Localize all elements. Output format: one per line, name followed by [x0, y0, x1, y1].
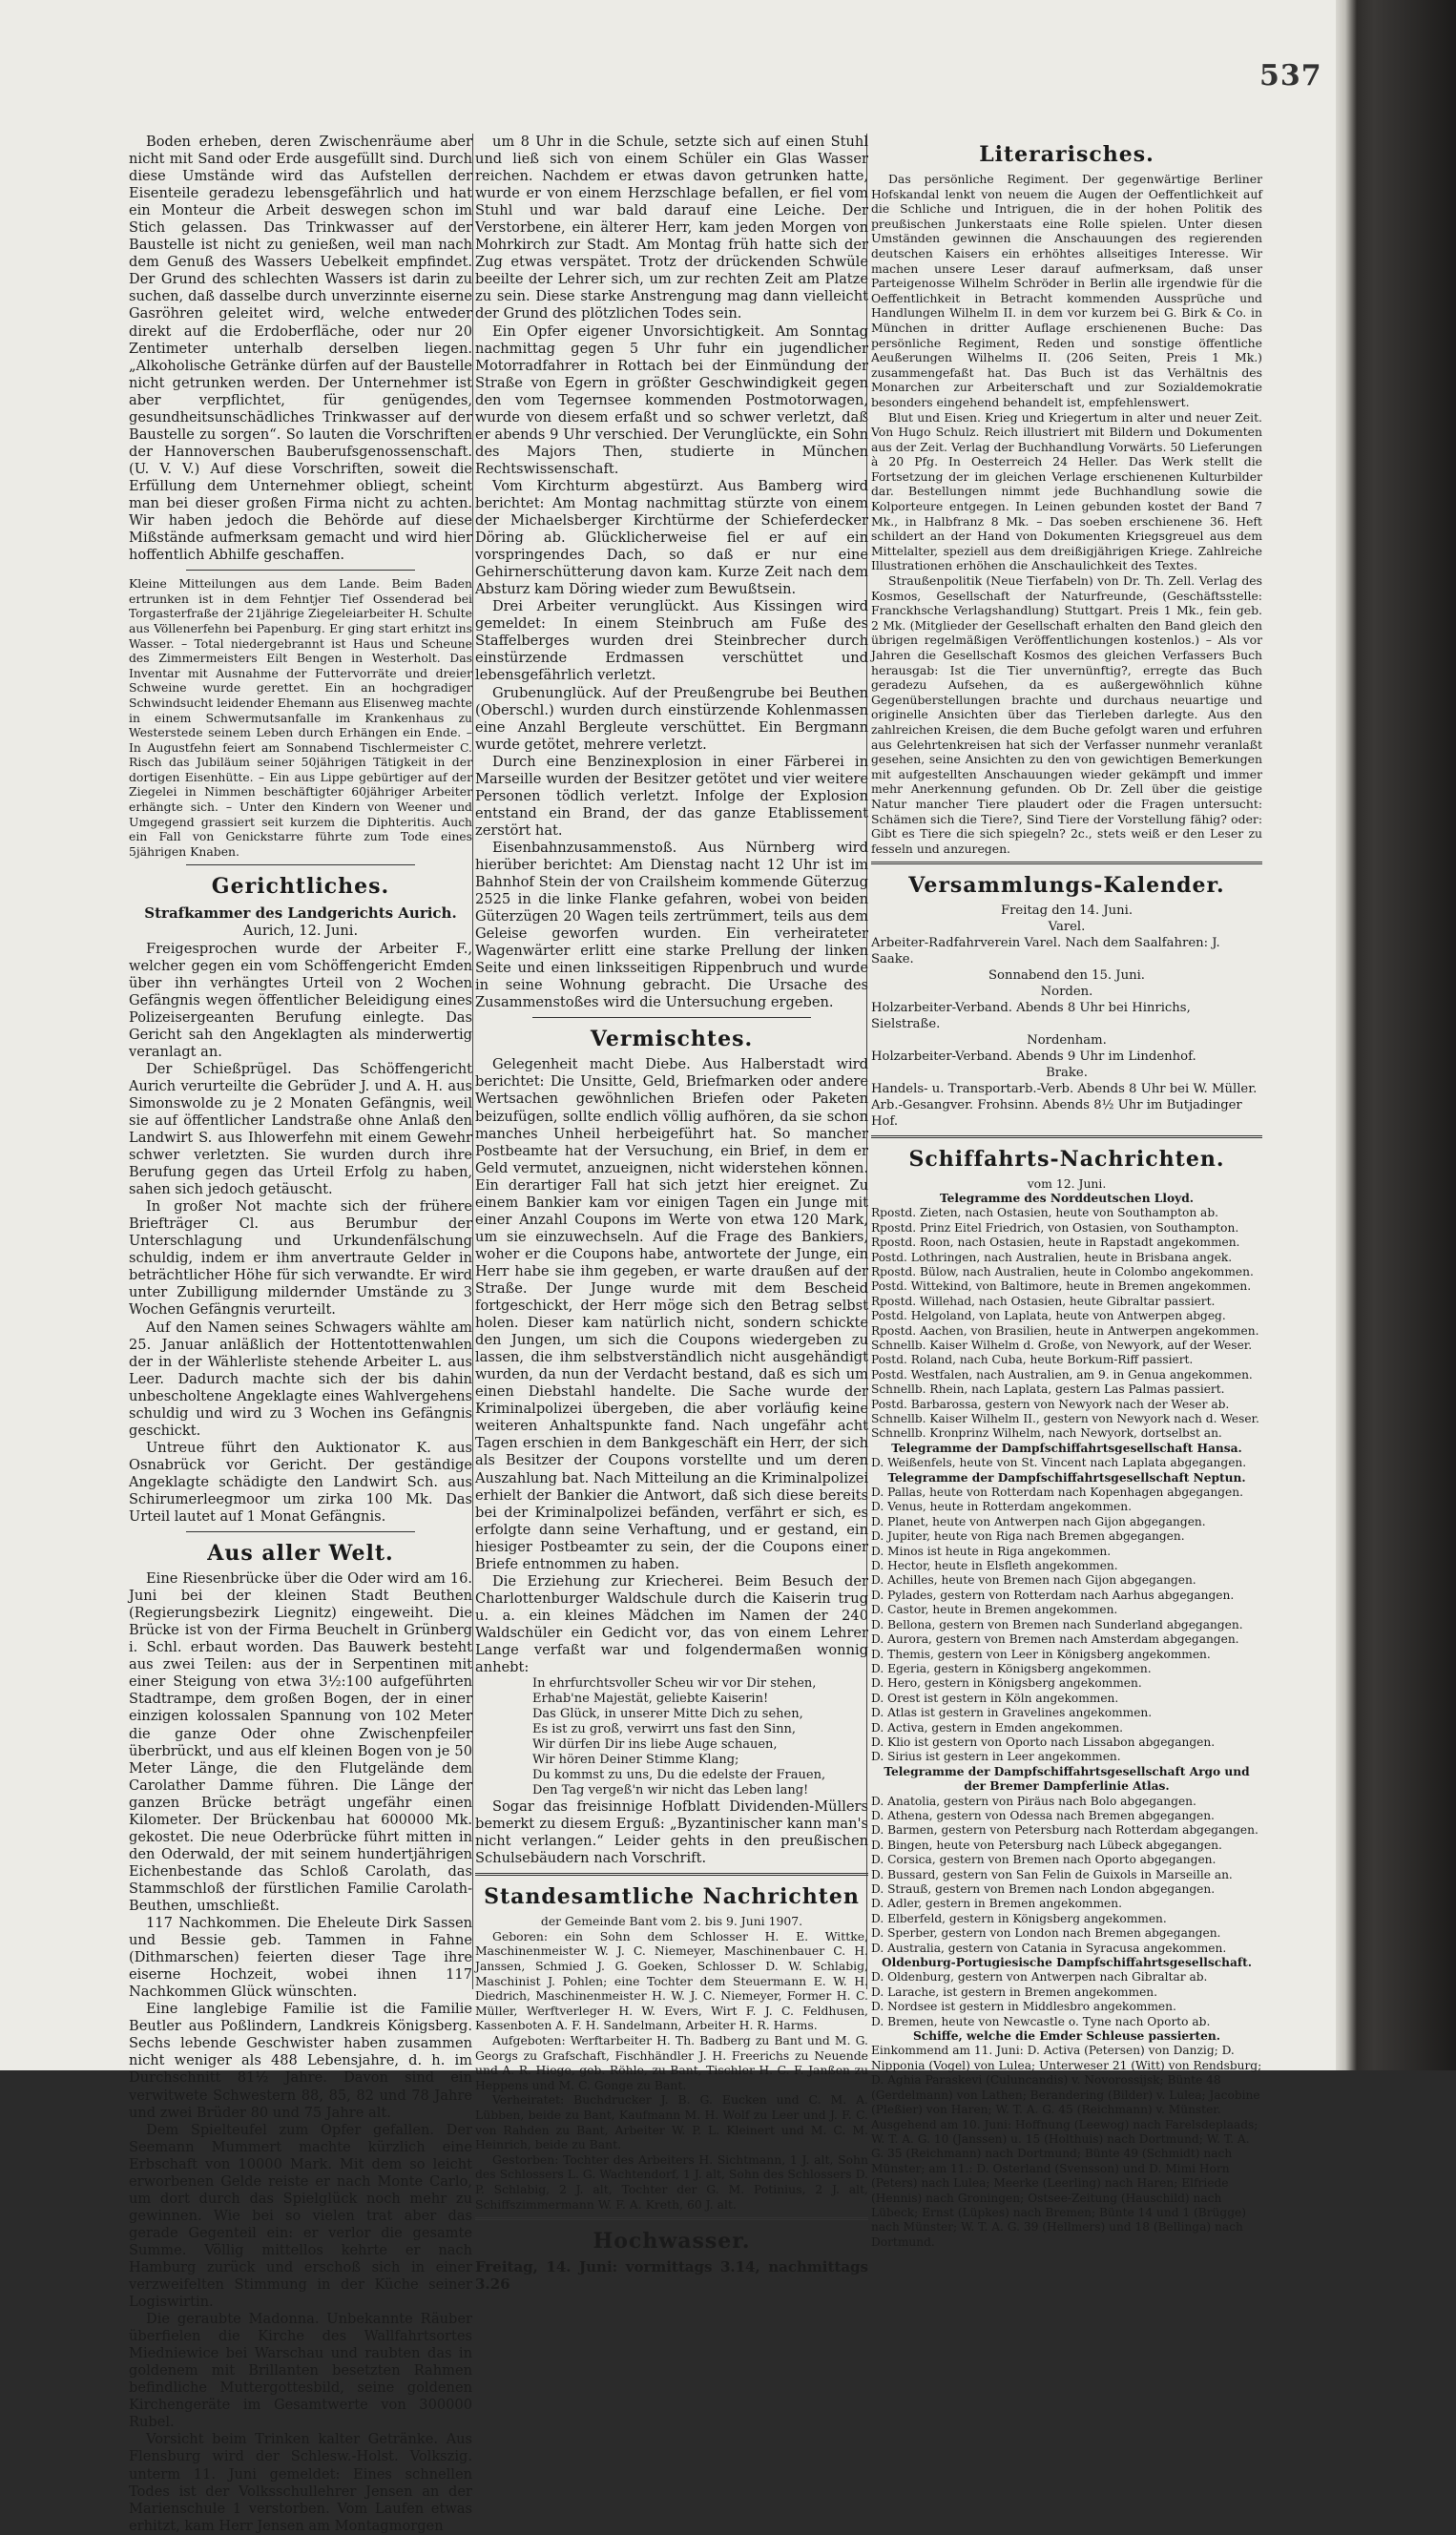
shipping-line: D. Bellona, gestern von Bremen nach Sunderland abgegangen.: [871, 1617, 1243, 1631]
shipping-line: Telegramme der Dampfschiffahrtsgesellschaft Neptun.: [887, 1470, 1246, 1485]
divider: [186, 1531, 415, 1532]
court-report-paragraph: In großer Not machte sich der frühere Briefträger Cl. aus Berumbur der Unterschlagung und Urkundenfälschung schuldig, indem er ihm anvertraute Gelder in beträchtlicher Höhe für sich verwandte. Er wird unter Zubilligung mildernder Umstände zu 3 Wochen Gefängnis verurteilt.: [129, 1198, 472, 1319]
news-item-paragraph: 117 Nachkommen. Die Eheleute Dirk Sassen und Bessie geb. Tammen in Fahne (Dithmarschen) feierten dieser Tage ihre eiserne Hochzeit, wobei ihnen 117 Nachkommen Glück wünschten.: [129, 1915, 472, 2001]
shipping-line: D. Strauß, gestern von Bremen nach London abgegangen.: [871, 1882, 1216, 1896]
shipping-line: D. Pylades, gestern von Rotterdam nach Aarhus abgegangen.: [871, 1588, 1235, 1602]
news-item-paragraph: Dem Spielteufel zum Opfer gefallen. Der Seemann Mummert machte kürzlich eine Erbschaft von 10000 Mark. Mit dem so leicht erworbenen Gelde reiste er nach Monte Carlo, um dort durch das Spielglück noch mehr zu gewinnen. Wie bei so vielen trat aber das gerade Gegenteil ein: er verlor die gesamte Summe. Völlig mittellos kehrte er nach Hamburg zurück und erschoß sich in einer verzweifelten Stimmung in der Küche seiner Logiswirtin.: [129, 2121, 472, 2311]
shipping-line: D. Atlas ist gestern in Gravelines angekommen.: [871, 1706, 1153, 1720]
poem-line: In ehrfurchtsvoller Scheu wir vor Dir stehen,: [532, 1676, 817, 1692]
shipping-line: Ausgehend am 10. Juni: Hoffnung (Leewog) nach Farelsdeplaads; W. T. A. G. 10 (Janssen) u. 15 (Holthuis) nach Dortmund; W. T. A. G. 35 (Reichmann) nach Dortmund; Bünte 49 (Schmidt) nach Münster; am 11.: D. Osterland (Svensson) und D. Mimi Horn (Peters) nach Lulea; Meerke (Leerling) nach Haren; Elfriede (Hennis) nach Groningen; Ostsee-Zeitung (Hauschild) nach Lübeck; Ernst (Lüpkes) nach Bremen; Bünte 14 und 1 (Brügge) nach Münster; W. T. A. G. 39 (Hellmers) und 18 (Bellinga) nach Dortmund.: [871, 2117, 1258, 2249]
shipping-line: Schiffe, welche die Emder Schleuse passierten.: [912, 2029, 1220, 2044]
news-item-paragraph: Ein Opfer eigener Unvorsichtigkeit. Am Sonntag nachmittag gegen 5 Uhr fuhr ein jugendlicher Motorradfahrer in Rottach bei der Einmündung der Straße von Egern in größter Geschwindigkeit gegen den vom Tegernsee kommenden Postmotorwagen, wurde von diesem erfaßt und so schwer verletzt, daß er abends 9 Uhr verschied. Der Verunglückte, ein Sohn des Majors Then, studierte in München Rechtswissenschaft.: [475, 322, 868, 477]
shipping-line: D. Bingen, heute von Petersburg nach Lübeck abgegangen.: [871, 1838, 1222, 1852]
news-item-paragraph: Die geraubte Madonna. Unbekannte Räuber überfielen die Kirche des Wallfahrtsortes Miedniewice bei Warschau und raubten das in goldenem mit Brillanten besetzten Rahmen befindliche Muttergottesbild, seine goldenen Kirchengeräte im Gesamtwerte von 300000 Rubel.: [129, 2311, 472, 2431]
calendar-line: Varel.: [1048, 920, 1086, 935]
news-item-paragraph: Eine Riesenbrücke über die Oder wird am 16. Juni bei der kleinen Stadt Beuthen (Regierungsbezirk Liegnitz) eingeweiht. Die Brücke ist von der Firma Beuchelt in Grünberg i. Schl. erbaut worden. Das Bauwerk besteht aus zwei Teilen: aus der in Serpentinen mit einer Steigung von etwa 3½:100 aufgeführten Stadtrampe, dem großen Bogen, der in einer einzigen kolossalen Spannung von 102 Meter die ganze Oder ohne Zwischenpfeiler überbrückt, und aus elf kleinen Bogen von je 50 Meter Länge, die den Flutgelände dem Carolather Damme führen. Die Länge der ganzen Brücke beträgt ungefähr einen Kilometer. Der Brückenbau hat 600000 Mk. gekostet. Die neue Oderbrücke führt mitten in den Oderwald, der mit seinem hundertjährigen Eichenbestande das Schloß Carolath, das Stammschloß der fürstlichen Familie Carolath-Beuthen, umschließt.: [129, 1570, 472, 1914]
shipping-line: D. Achilles, heute von Bremen nach Gijon abgegangen.: [871, 1573, 1196, 1588]
shipping-line: D. Hector, heute in Elsfleth angekommen.: [871, 1559, 1118, 1573]
shipping-line: D. Planet, heute von Antwerpen nach Gijon abgegangen.: [871, 1514, 1206, 1528]
book-binding-edge: [1336, 0, 1456, 2070]
hochwasser-line: Freitag, 14. Juni: vormittags 3.14, nachmittags 3.26: [475, 2258, 868, 2294]
court-report-paragraph: Untreue führt den Auktionator K. aus Osnabrück vor Gericht. Der geständige Angeklagte schädigte den Landwirt Sch. aus Schirumerleegmoor um zirka 100 Mk. Das Urteil lautet auf 1 Monat Gefängnis.: [129, 1439, 472, 1526]
section-heading-standesamt: Standesamtliche Nachrichten: [484, 1884, 860, 1910]
poem-line: Den Tag vergeß'n wir nicht das Leben lang!: [532, 1783, 809, 1798]
divider: [186, 570, 415, 571]
shipping-line: Schnellb. Rhein, nach Laplata, gestern Las Palmas passiert.: [871, 1382, 1225, 1397]
review-paragraph: Das persönliche Regiment. Der gegenwärtige Berliner Hofskandal lenkt von neuem die Augen der Oeffentlichkeit auf die Schliche und Intriguen, die in der hohen Politik des preußischen Junkerstaats eine Rolle spielen. Unter diesen Umständen gewinnen die Anschauungen des regierenden deutschen Kaisers ein erhöhtes allseitiges Interesse. Wir machen unsere Leser darauf aufmerksam, daß unser Parteigenosse Wilhelm Schröder in Berlin alle irgendwie für die Oeffentlichkeit in Betracht kommenden Aussprüche und Handlungen Wilhelm II. in dem vor kurzem bei G. Birk & Co. in München in dritter Auflage erschienenen Buche: Das persönliche Regiment, Reden und sonstige öffentliche Aeußerungen Wilhelms II. (206 Seiten, Preis 1 Mk.) zusammengefaßt hat. Das Buch ist das Verhältnis des Monarchen zur Arbeiterschaft und zur Sozialdemokratie besonders eingehend behandelt ist, empfehlenswert.: [871, 172, 1262, 409]
poem-line: Wir dürfen Dir ins liebe Auge schauen,: [532, 1737, 778, 1753]
shipping-line: D. Oldenburg, gestern von Antwerpen nach Gibraltar ab.: [871, 1970, 1208, 1984]
shipping-line: Schnellb. Kronprinz Wilhelm, nach Newyork, dortselbst an.: [871, 1426, 1222, 1441]
shipping-line: Telegramme der Dampfschiffahrtsgesellschaft Hansa.: [891, 1441, 1242, 1455]
column-rule: [472, 134, 473, 1989]
shipping-line: D. Klio ist gestern von Oporto nach Lissabon abgegangen.: [871, 1735, 1216, 1749]
review-paragraph: Blut und Eisen. Krieg und Kriegertum in alter und neuer Zeit. Von Hugo Schulz. Reich illustriert mit Bildern und Dokumenten aus der Zeit. Verlag der Buchhandlung Vorwärts. 50 Lieferungen à 20 Pfg. In Oesterreich 24 Heller. Das Werk stellt die Fortsetzung der im gleichen Verlage erschienenen Kulturbilder dar. Bestellungen nimmt jede Buchhandlung sowie die Kolporteure entgegen. In Leinen gebunden kostet der Band 7 Mk., in Halbfranz 8 Mk. – Das soeben erschienene 36. Heft schildert an der Hand von Dokumenten Kriegsgreuel aus dem Mittelalter, speziell aus dem dreißigjährigen Kriege. Zahlreiche Illustrationen erhöhen die Anschaulichkeit des Textes.: [871, 409, 1262, 573]
poem-line: Es ist zu groß, verwirrt uns fast den Sinn,: [532, 1722, 797, 1737]
shipping-line: Telegramme der Dampfschiffahrtsgesellschaft Argo und der Bremer Dampferlinie Atlas.: [884, 1764, 1250, 1794]
shipping-line: D. Egeria, gestern in Königsberg angekommen.: [871, 1661, 1152, 1675]
calendar-line: Holzarbeiter-Verband. Abends 9 Uhr im Lindenhof.: [871, 1049, 1196, 1065]
shipping-line: Rpostd. Aachen, von Brasilien, heute in Antwerpen angekommen.: [871, 1323, 1259, 1338]
shipping-line: D. Elberfeld, gestern in Königsberg angekommen.: [871, 1911, 1167, 1925]
calendar-line: Freitag den 14. Juni.: [1000, 904, 1134, 919]
section-heading-schiffahrts-nachrichten: Schiffahrts-Nachrichten.: [908, 1147, 1225, 1173]
calendar-line: Handels- u. Transportarb.-Verb. Abends 8 Uhr bei W. Müller.: [871, 1082, 1258, 1097]
shipping-line: D. Castor, heute in Bremen angekommen.: [871, 1603, 1118, 1617]
divider: [186, 864, 415, 865]
news-item-paragraph: Eisenbahnzusammenstoß. Aus Nürnberg wird hierüber berichtet: Am Dienstag nacht 12 Uhr ist im Bahnhof Stein der von Crailsheim kommende Güterzug 2525 in die linke Flanke gefahren, wobei von beiden Güterzügen 20 Wagen teils zertrümmert, teils aus dem Geleise geworfen wurden. Ein verheirateter Wagenwärter erlitt eine starke Prellung der linken Seite und einen linksseitigen Rippenbruch und wurde in seine Wohnung gebracht. Die Ursache des Zusammenstoßes wird die Untersuchung ergeben.: [475, 839, 868, 1011]
shipping-line: D. Jupiter, heute von Riga nach Bremen abgegangen.: [871, 1529, 1185, 1544]
news-item-paragraph: Eine langlebige Familie ist die Familie Beutler aus Poßlindern, Landkreis Königsberg. Sechs lebende Geschwister haben zusammen nicht weniger als 488 Lebensjahre, d. h. im Durchschnitt 81½ Jahre. Davon sind ein verwitwete Schwestern 88, 85, 82 und 78 Jahre und zwei Brüder 80 und 75 Jahre alt.: [129, 2001, 472, 2121]
shipping-line: D. Australia, gestern von Catania in Syracusa angekommen.: [871, 1941, 1227, 1955]
shipping-line: D. Larache, ist gestern in Bremen angekommen.: [871, 1984, 1158, 1999]
shipping-line: D. Weißenfels, heute von St. Vincent nach Laplata abgegangen.: [871, 1456, 1247, 1470]
poem-line: Erhab'ne Majestät, geliebte Kaiserin!: [532, 1692, 769, 1707]
calendar-line: Holzarbeiter-Verband. Abends 8 Uhr bei Hinrichs, Sielstraße.: [871, 1001, 1191, 1032]
shipping-line: Einkommend am 11. Juni: D. Activa (Petersen) von Danzig; D. Nipponia (Vogel) von Lulea; Unterweser 21 (Witt) von Rendsburg; D. Aghia Paraskevi (Culuncandis) v. Novorossijsk; Bünte 48 (Gerdelmann) von Lathen; Berandering (Bilder) v. Lulea; Jacobine (Pleßier) von Haren; W. T. A. G. 45 (Reichmann) v. Münster.: [871, 2044, 1262, 2117]
shipping-line: Rpostd. Willehad, nach Ostasien, heute Gibraltar passiert.: [871, 1294, 1216, 1308]
shipping-line: Postd. Roland, nach Cuba, heute Borkum-Riff passiert.: [871, 1353, 1194, 1367]
poem: [475, 1676, 868, 1798]
shipping-line: D. Hero, gestern in Königsberg angekommen.: [871, 1676, 1142, 1691]
column-middle: [475, 134, 868, 2293]
kleine-mitteilungen: Kleine Mitteilungen aus dem Lande. Beim Baden ertrunken ist in dem Fehntjer Tief Ossenderad bei Torgasterfraße der 21jährige Ziegeleiarbeiter H. Schulte aus Völlenerfehn bei Papenburg. Er ging start erhitzt ins Wasser. – Total niedergebrannt ist Haus und Scheune des Zimmermeisters Eilt Bengen in Westerholt. Das Inventar mit Ausnahme der Futtervorräte und dreier Schweine wurde gerettet. Ein an hochgradiger Schwindsucht leidender Ehemann aus Elisenweg machte in einem Schwermutsanfalle im Krankenhaus zu Westerstede seinem Leben durch Erhängen ein Ende. – In Augustfehn feiert am Sonnabend Tischlermeister C. Risch das Jubiläum seiner 50jährigen Tätigkeit in der dortigen Eisenhütte. – Ein aus Lippe gebürtiger auf der Ziegelei in Nimmen beschäftigter 60jähriger Arbeiter erhängte sich. – Unter den Kindern von Weener und Umgegend grassiert seit kurzem die Diphteritis. Auch ein Fall von Genickstarre führte zum Tode eines 5jährigen Knaben.: [129, 576, 472, 859]
shipping-line: D. Anatolia, gestern von Piräus nach Bolo abgegangen.: [871, 1794, 1196, 1808]
article-paragraph: Boden erheben, deren Zwischenräume aber nicht mit Sand oder Erde ausgefüllt sind. Durch diese Umstände wird das Aufstellen der Eisenteile geradezu lebensgefährlich und hat ein Monteur die Arbeit deswegen schon im Stich gelassen. Das Trinkwasser auf der Baustelle ist nicht zu genießen, weil man nach dem Genuß des Wassers Uebelkeit empfindet. Der Grund des schlechten Wassers ist darin zu suchen, daß dasselbe durch unverzinnte eiserne Gasröhren geleitet wird, welche entweder direkt auf die Erdoberfläche, oder nur 20 Zentimeter unterhalb derselben liegen. „Alkoholische Getränke dürfen auf der Baustelle nicht getrunken werden. Der Unternehmer ist aber verpflichtet, für genügendes, gesundheitsunschädliches Trinkwasser auf der Baustelle zu sorgen“. So lauten die Vorschriften der Hannoverschen Bauberufsgenossenschaft. (U. V. V.) Auf diese Vorschriften, soweit die Erfüllung dem Unternehmer obliegt, scheint man bei dieser großen Firma nicht zu achten. Wir haben jedoch die Behörde auf diese Mißstände aufmerksam gemacht und wird hier hoffentlich Abhilfe geschaffen.: [129, 134, 472, 564]
shipping-line: Rpostd. Roon, nach Ostasien, heute in Rapstadt angekommen.: [871, 1236, 1240, 1250]
court-report-paragraph: Auf den Namen seines Schwagers wählte am 25. Januar anläßlich der Hottentottenwahlen der in der Wählerliste stehende Arbeiter L. aus Leer. Dadurch machte sich der bis dahin unbescholtene Angeklagte eines Wahlvergehens schuldig und wird zu 3 Wochen ins Gefängnis geschickt.: [129, 1319, 472, 1439]
shipping-line: Telegramme des Norddeutschen Lloyd.: [940, 1191, 1194, 1205]
registry-paragraph: Aufgeboten: Werftarbeiter H. Th. Badberg zu Bant und M. G. Georgs zu Grafschaft, Fischhändler J. H. Freerichs zu Neuende und A. R. Hiege, geb. Röhle, zu Bant, Tischler H. C. F. Janßen zu Heppens und M. C. Gonge zu Bant.: [475, 2033, 868, 2092]
shipping-line: D. Aurora, gestern von Bremen nach Amsterdam abgegangen.: [871, 1632, 1239, 1647]
shipping-line: Postd. Lothringen, nach Australien, heute in Brisbana angek.: [871, 1250, 1233, 1264]
news-item-paragraph: Die Erziehung zur Kriecherei. Beim Besuch der Charlottenburger Waldschule durch die Kaiserin trug u. a. ein kleines Mädchen im Namen der 240 Waldschüler ein Gedicht vor, das von einem Lehrer Lange verfaßt war und folgendermaßen wonnig anhebt:: [475, 1572, 868, 1676]
shipping-line: D. Bremen, heute von Newcastle o. Tyne nach Oporto ab.: [871, 2014, 1211, 2028]
poem-line: Wir hören Deiner Stimme Klang;: [532, 1753, 739, 1768]
schiffahrt-dateline: vom 12. Juni.: [1027, 1176, 1107, 1192]
divider: [532, 1017, 811, 1018]
calendar-line: Arbeiter-Radfahrverein Varel. Nach dem Saalfahren: J. Saake.: [871, 936, 1220, 967]
section-heading-gerichtliches: Gerichtliches.: [211, 874, 390, 900]
shipping-line: D. Barmen, gestern von Petersburg nach Rotterdam abgegangen.: [871, 1823, 1258, 1838]
calendar-line: Norden.: [1040, 985, 1093, 1000]
news-item-paragraph: Vom Kirchturm abgestürzt. Aus Bamberg wird berichtet: Am Montag nachmittag stürzte von einem der Michaelsberger Kirchtürme der Schieferdecker Döring ab. Glücklicherweise fiel er auf ein vorspringendes Dach, so daß er nur eine Gehirnerschütterung davon kam. Kurze Zeit nach dem Absturz kam Döring wieder zum Bewußtsein.: [475, 477, 868, 598]
column-right: [871, 134, 1262, 2250]
calendar-line: Sonnabend den 15. Juni.: [988, 968, 1145, 984]
registry-paragraph: Gestorben: Tochter des Arbeiters H. Sichtmann, 1 J. alt, Sohn des Schlossers L. G. Wachtendorf, 1 J. alt, Sohn des Schlossers D. P. Schlabig, 2 J. alt, Tochter der G. M. Potinius, 2 J. alt, Schiffszimmermann W. F. A. Kreth, 60 J. alt.: [475, 2151, 868, 2212]
review-paragraph: Straußenpolitik (Neue Tierfabeln) von Dr. Th. Zell. Verlag des Kosmos, Gesellschaft der Naturfreunde, (Geschäftsstelle: Franckhsche Verlagshandlung) Stuttgart. Preis 1 Mk., fein geb. 2 Mk. (Mitglieder der Gesellschaft erhalten den Band gleich den übrigen regelmäßigen Veröffentlichungen kostenlos.) – Als vor Jahren die Gesellschaft Kosmos des gleichen Verfassers Buch herausgab: Ist die Tier unvernünftig?, erregte das Buch geradezu Aufsehen, da es außergewöhnlich kühne Gegenüberstellungen brachte und durchaus neuartige und originelle Ansichten über das Tierleben darlegte. Aus den zahlreichen Kreisen, die dem Buche gefolgt waren und erfuhren aus Gelehrtenkreisen hat sich der Verfasser nunmehr veranlaßt gesehen, seine Ansichten zu den von gewichtigen Bemerkungen mit aufgestellten Anschauungen wieder gekämpft und immer mehr Anerkennung gefunden. Ob Dr. Zell über die geistige Natur mancher Tiere plaudert oder die Fragen untersucht: Schämen sich die Tiere?, Sind Tiere der Vorstellung fähig? oder: Gibt es Tiere die sich spiegeln? 2c., stets weiß er den Leser zu fesseln und anzuregen.: [871, 573, 1262, 856]
shipping-line: D. Pallas, heute von Rotterdam nach Kopenhagen abgegangen.: [871, 1486, 1243, 1500]
shipping-line: Rpostd. Bülow, nach Australien, heute in Colombo angekommen.: [871, 1264, 1254, 1278]
shipping-line: Schnellb. Kaiser Wilhelm II., gestern von Newyork nach d. Weser.: [871, 1412, 1259, 1425]
shipping-line: Postd. Wittekind, von Baltimore, heute in Bremen angekommen.: [871, 1279, 1252, 1294]
shipping-line: D. Nordsee ist gestern in Middlesbro angekommen.: [871, 2000, 1176, 2014]
shipping-line: D. Bussard, gestern von San Felin de Guixols in Marseille an.: [871, 1867, 1233, 1881]
gericht-subheading: Strafkammer des Landgerichts Aurich.: [144, 904, 457, 923]
section-heading-versammlungs-kalender: Versammlungs-Kalender.: [908, 873, 1225, 899]
news-item-paragraph: Grubenunglück. Auf der Preußengrube bei Beuthen (Oberschl.) wurden durch einstürzende Kohlenmassen eine Anzahl Bergleute verschüttet. Ein Bergmann wurde getötet, mehrere verletzt.: [475, 684, 868, 753]
shipping-line: D. Minos ist heute in Riga angekommen.: [871, 1544, 1112, 1558]
shipping-line: D. Venus, heute in Rotterdam angekommen.: [871, 1500, 1132, 1514]
shipping-line: D. Corsica, gestern von Bremen nach Oporto abgegangen.: [871, 1853, 1217, 1867]
news-item-paragraph: Gelegenheit macht Diebe. Aus Halberstadt wird berichtet: Die Unsitte, Geld, Briefmarken oder andere Wertsachen gewöhnlichen Briefen oder Paketen beizufügen, sollte endlich völlig aufhören, da sie schon manches Unheil herbeigeführt hat. So mancher Postbeamte hat der Versuchung, ein Brief, in dem er Geld vermutet, anzueignen, nicht widerstehen können. Ein derartiger Fall hat sich jetzt hier ereignet. Zu einem Bankier kam vor einigen Tagen ein Junge mit einer Anzahl Coupons im Werte von etwa 120 Mark, um sie einzuwechseln. Auf die Frage des Bankiers, woher er die Coupons habe, antwortete der Junge, ein Herr habe sie ihm gegeben, er warte draußen auf der Straße. Der Junge wurde mit dem Bescheid fortgeschickt, der Herr möge sich den Betrag selbst holen. Dieser kam natürlich nicht, sondern schickte den Jungen, um sich die Coupons wiedergeben zu lassen, die ihm selbstverständlich nicht ausgehändigt wurden, da nun der Verdacht bestand, daß es sich um einen Diebstahl handelte. Die Sache wurde der Kriminalpolizei übergeben, die aber vorläufig keine weiteren Anhaltspunkte fand. Nach ungefähr acht Tagen erschien in dem Bankgeschäft ein Herr, der sich als Besitzer der Coupons vorstellte und um deren Auszahlung bat. Nach Mitteilung an die Kriminalpolizei erhielt der Bankier die Antwort, daß sich diese bereits bei der Kriminalpolizei befänden, verfährt er sich, es erfolgte dann seine Verhaftung, und er gestand, ein hiesiger Postbeamter zu sein, der die Coupons einer Briefe entnommen zu haben.: [475, 1056, 868, 1572]
shipping-line: D. Orest ist gestern in Köln angekommen.: [871, 1691, 1119, 1705]
section-heading-literarisches: Literarisches.: [979, 142, 1154, 167]
divider: [871, 1135, 1262, 1138]
news-item-paragraph: Vorsicht beim Trinken kalter Getränke. Aus Flensburg wird der Schlesw.-Holst. Volkszig. unterm 11. Juni gemeldet: Eines schnellen Todes ist der Volksschullehrer Jensen an der Marienschule 1 verstorben. Vom Laufen etwas erhitzt, kam Herr Jensen am Montagmorgen: [129, 2431, 472, 2534]
shipping-line: Postd. Barbarossa, gestern von Newyork nach der Weser ab.: [871, 1397, 1230, 1411]
shipping-line: D. Adler, gestern in Bremen angekommen.: [871, 1897, 1122, 1911]
shipping-line: Postd. Westfalen, nach Australien, am 9. in Genua angekommen.: [871, 1367, 1253, 1382]
divider: [475, 1873, 868, 1876]
shipping-line: D. Sirius ist gestern in Leer angekommen.: [871, 1750, 1121, 1764]
column-left: [129, 134, 472, 2535]
news-item-paragraph: um 8 Uhr in die Schule, setzte sich auf einen Stuhl und ließ sich von einem Schüler ein Glas Wasser reichen. Nachdem er etwas davon getrunken hatte, wurde er von einem Herzschlage befallen, er fiel vom Stuhl und war bald darauf eine Leiche. Der Verstorbene, ein älterer Herr, kam jeden Morgen von Mohrkirch zur Stadt. Am Montag früh hatte sich der Zug etwas verspätet. Trotz der drückenden Schwüle beeilte der Lehrer sich, um zur rechten Zeit am Platze zu sein. Diese starke Anstrengung mag dann vielleicht der Grund des plötzlichen Todes sein.: [475, 134, 868, 322]
news-item-paragraph: Drei Arbeiter verunglückt. Aus Kissingen wird gemeldet: In einem Steinbruch am Fuße des Staffelberges wurden drei Steinbrecher durch einstürzende Erdmassen verschüttet und lebensgefährlich verletzt.: [475, 598, 868, 684]
calendar-line: Brake.: [1046, 1066, 1088, 1081]
divider: [871, 862, 1262, 864]
shipping-line: D. Athena, gestern von Odessa nach Bremen abgegangen.: [871, 1808, 1215, 1822]
court-report-paragraph: Freigesprochen wurde der Arbeiter F., welcher gegen ein vom Schöffengericht Emden über ihn verhängtes Urteil von 2 Wochen Gefängnis wegen öffentlicher Beleidigung eines Polizeisergeanten Berufung einlegte. Das Gericht sah den Angeklagten als minderwertig veranlagt an.: [129, 940, 472, 1060]
news-item-paragraph: Durch eine Benzinexplosion in einer Färberei in Marseille wurden der Besitzer getötet und vier weitere Personen tödlich verletzt. Infolge der Explosion entstand ein Brand, der das ganze Etablissement zerstört hat.: [475, 753, 868, 839]
registry-paragraph: Geboren: ein Sohn dem Schlosser H. E. Wittke, Maschinenmeister W. J. C. Niemeyer, Maschinenbauer C. H. Janssen, Schmied J. G. Goeken, Schlosser D. W. Schlabig, Maschinist J. Pohlen; eine Tochter dem Steuermann E. W. H. Diedrich, Maschinenmeister H. W. J. C. Niemeyer, Former H. C. Müller, Werftverleger H. W. Evers, Wirt F. J. C. Feldhusen, Kassenboten A. F. H. Sandelmann, Arbeiter H. R. Harms.: [475, 1928, 868, 2033]
article-paragraph: Sogar das freisinnige Hofblatt Dividenden-Müllers bemerkt zu diesem Erguß: „Byzantinischer kann man's nicht verlangen.“ Leider gehts in den preußischen Schulsebäudern nach Vorschrift.: [475, 1798, 868, 1867]
divider: [475, 2217, 868, 2220]
poem-line: Du kommst zu uns, Du die edelste der Frauen,: [532, 1768, 826, 1783]
shipping-line: D. Sperber, gestern von London nach Bremen abgegangen.: [871, 1926, 1221, 1941]
shipping-line: D. Themis, gestern von Leer in Königsberg angekommen.: [871, 1647, 1211, 1661]
shipping-line: Rpostd. Zieten, nach Ostasien, heute von Southampton ab.: [871, 1206, 1218, 1220]
court-report-paragraph: Der Schießprügel. Das Schöffengericht Aurich verurteilte die Gebrüder J. und A. H. aus Simonswolde zu je 2 Monaten Gefängnis, weil sie auf öffentlicher Landstraße ohne Anlaß den Landwirt S. aus Ihlowerfehn mit einem Gewehr schwer verletzten. Sie wurden durch ihre Berufung gegen das Urteil Erfolg zu haben, sahen sich jedoch getäuscht.: [129, 1060, 472, 1198]
calendar-line: Arb.-Gesangver. Frohsinn. Abends 8½ Uhr im Butjadinger Hof.: [871, 1098, 1242, 1130]
gericht-dateline: Aurich, 12. Juni.: [242, 923, 359, 940]
registry-paragraph: Verheiratet: Buchdrucker J. B. G. Eucken und C. M. A. Lübben, beide zu Bant, Kaufmann M. H. Wolf zu Leer und J. F. C. von Rahden zu Bant, Arbeiter W. P. L. Kleinert und M. C. M. Heinrich, beide zu Bant.: [475, 2092, 868, 2152]
section-heading-aus-aller-welt: Aus aller Welt.: [207, 1541, 394, 1567]
page-number: 537: [1259, 59, 1322, 93]
shipping-line: Rpostd. Prinz Eitel Friedrich, von Ostasien, von Southampton.: [871, 1220, 1239, 1235]
calendar-line: Nordenham.: [1027, 1033, 1107, 1049]
shipping-line: Schnellb. Kaiser Wilhelm d. Große, von Newyork, auf der Weser.: [871, 1338, 1253, 1352]
poem-line: Das Glück, in unserer Mitte Dich zu sehen,: [532, 1707, 803, 1722]
standesamt-subheading: der Gemeinde Bant vom 2. bis 9. Juni 1907.: [540, 1914, 803, 1929]
shipping-line: Postd. Helgoland, von Laplata, heute von Antwerpen abgeg.: [871, 1309, 1226, 1323]
shipping-line: D. Activa, gestern in Emden angekommen.: [871, 1720, 1124, 1735]
shipping-line: Oldenburg-Portugiesische Dampfschiffahrtsgesellschaft.: [881, 1956, 1253, 1970]
section-heading-vermischtes: Vermischtes.: [590, 1027, 754, 1052]
section-heading-hochwasser: Hochwasser.: [593, 2229, 751, 2254]
